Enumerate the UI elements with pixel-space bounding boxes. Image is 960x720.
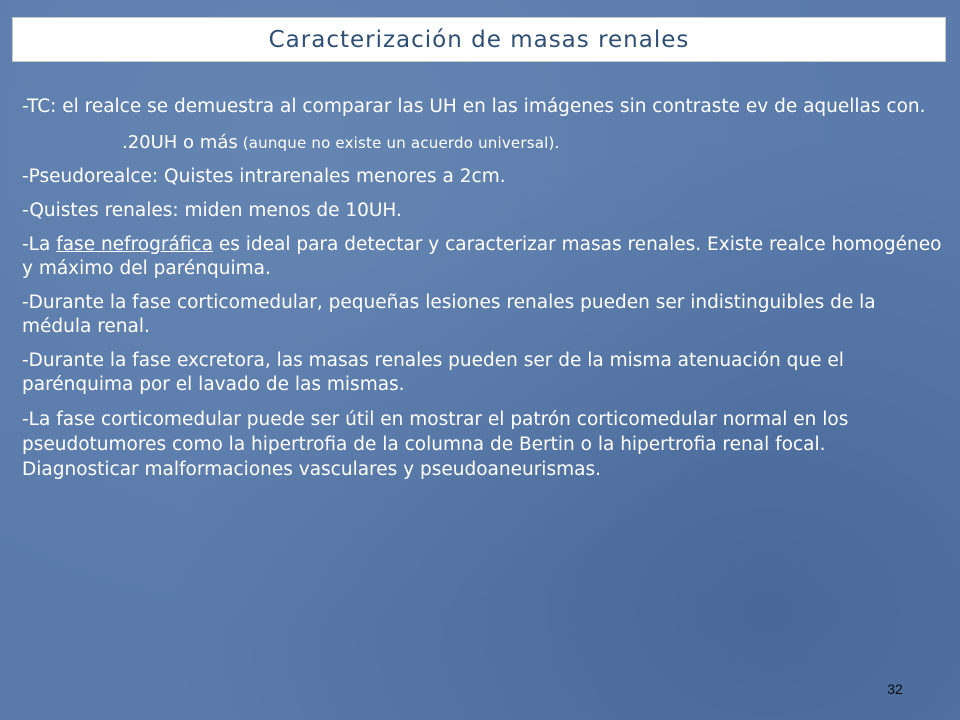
paragraph-corticomedular-util: -La fase corticomedular puede ser útil en mostrar el patrón corticomedular normal en los pseudotumores como la hipertrofia de la columna de Bertin o la hipertrofia renal focal. Diagnosticar malformaciones vasculares y pseudoaneurismas. (22, 409, 849, 480)
paragraph-fase-nefrografica-prefix: -La (22, 234, 57, 255)
paragraph-fase-nefrografica (22, 233, 942, 281)
page-number: 32 (887, 681, 903, 697)
paragraph-pseudorealce: -Pseudorealce: Quistes intrarenales menores a 2cm. (22, 166, 506, 187)
title-box (12, 17, 946, 62)
paragraph-tc: -TC: el realce se demuestra al comparar las UH en las imágenes sin contraste ev de aquellas con. (22, 96, 926, 117)
paragraph-corticomedular: -Durante la fase corticomedular, pequeñas lesiones renales pueden ser indistinguibles de la médula renal. (22, 292, 876, 337)
slide-body (22, 95, 942, 482)
paragraph-excretora: -Durante la fase excretora, las masas renales pueden ser de la misma atenuación que el parénquima por el lavado de las mismas. (22, 350, 844, 395)
paragraph-20uh-main: .20UH o más (122, 132, 238, 153)
paragraph-20uh-note: (aunque no existe un acuerdo universal). (237, 134, 560, 152)
paragraph-fase-nefrografica-rest: es ideal para detectar y caracterizar masas renales. Existe realce homogéneo y máximo del parénquima. (22, 234, 942, 279)
slide-title: Caracterización de masas renales (268, 26, 690, 53)
paragraph-quistes: -Quistes renales: miden menos de 10UH. (22, 200, 402, 221)
paragraph-20uh (22, 131, 942, 155)
fase-nefrografica-link[interactable]: fase nefrográfica (56, 234, 213, 255)
